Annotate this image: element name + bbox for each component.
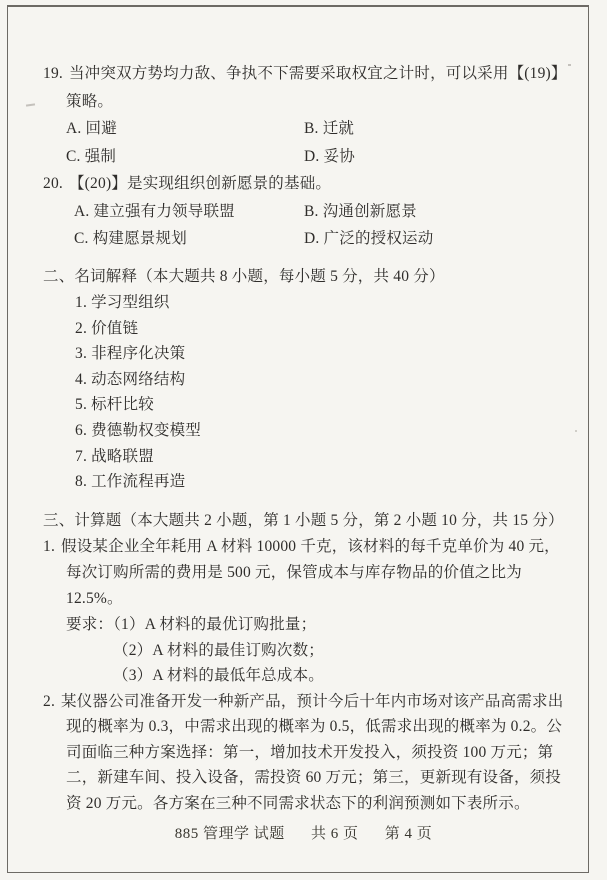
option-20-a: A. 建立强有力领导联盟 xyxy=(74,202,235,220)
option-19-d: D. 妥协 xyxy=(304,147,355,165)
question-19-stem xyxy=(43,60,565,115)
footer-exam-title: 885 管理学 试题 xyxy=(174,826,285,842)
calc-problem-1 xyxy=(43,534,565,689)
option-19-b: B. 迁就 xyxy=(304,120,355,137)
question-20-number: 20. xyxy=(43,175,63,192)
question-19-number: 19. xyxy=(43,65,63,82)
question-20-text: 【(20)】是实现组织创新愿景的基础。 xyxy=(68,175,332,192)
exam-page-content xyxy=(43,60,565,816)
section-two-heading: 二、名词解释（本大题共 8 小题，每小题 5 分，共 40 分） xyxy=(43,267,445,285)
requirement-1 xyxy=(66,612,565,638)
question-20 xyxy=(43,170,565,253)
term-item-3: 3. 非程序化决策 xyxy=(75,345,186,363)
scan-artifact xyxy=(26,103,35,106)
requirement-2: （2）A 材料的最佳订购次数； xyxy=(113,641,324,659)
require-label: 要求： xyxy=(66,616,114,634)
footer-page-number: 第 4 页 xyxy=(384,826,433,842)
calc-problem-2-number: 2. xyxy=(43,693,56,711)
question-19-text: 当冲突双方势均力敌、争执不下需要采取权宜之计时，可以采用【(19)】策略。 xyxy=(66,65,559,110)
calc-problem-1-requirements xyxy=(66,612,565,689)
section-two-term-list xyxy=(75,290,565,495)
term-item-1: 1. 学习型组织 xyxy=(75,294,170,311)
scan-artifact xyxy=(568,64,571,66)
term-item-8: 8. 工作流程再造 xyxy=(75,473,186,491)
scan-artifact xyxy=(575,430,577,432)
term-item-6: 6. 费德勒权变模型 xyxy=(75,421,202,439)
calc-problem-1-text xyxy=(43,534,565,612)
calc-problem-1-body: 假设某企业全年耗用 A 材料 10000 千克，该材料的每千克单价为 40 元，每次订购所需的费用是 500 元，保管成本与库存物品的价值之比为 12.5%。 xyxy=(61,538,560,608)
term-item-5: 5. 标杆比较 xyxy=(75,396,154,414)
requirement-1-text: （1）A 材料的最优订购批量； xyxy=(113,616,317,634)
calc-problem-2 xyxy=(43,689,565,816)
option-19-a: A. 回避 xyxy=(66,120,117,137)
page-footer xyxy=(0,822,607,843)
calc-problem-1-number: 1. xyxy=(43,538,56,556)
section-three-heading: 三、计算题（本大题共 2 小题，第 1 小题 5 分，第 2 小题 10 分，共 15 分） xyxy=(43,511,564,529)
question-19-options xyxy=(66,115,565,170)
calc-problem-2-body: 某仪器公司准备开发一种新产品，预计今后十年内市场对该产品高需求出现的概率为 0.3，中需求出现的概率为 0.5，低需求出现的概率为 0.2。公司面临三种方案选择：第一，增加技术开发投入，须投资 100 万元；第二，新建车间、投入设备，需投资 60 万元；第三，更新现有设备，须投资 20 万元。各方案在三种不同需求状态下的利润预测如下表所示。 xyxy=(61,693,564,812)
term-item-7: 7. 战略联盟 xyxy=(75,447,154,465)
question-19 xyxy=(43,60,565,170)
question-20-options xyxy=(74,198,565,253)
term-item-4: 4. 动态网络结构 xyxy=(75,370,186,388)
footer-total-pages: 共 6 页 xyxy=(310,826,359,842)
option-20-b: B. 沟通创新愿景 xyxy=(304,202,417,220)
option-19-c: C. 强制 xyxy=(66,147,117,165)
calc-problem-2-text xyxy=(43,689,565,816)
option-20-d: D. 广泛的授权运动 xyxy=(304,230,434,247)
term-item-2: 2. 价值链 xyxy=(75,319,139,337)
option-20-c: C. 构建愿景规划 xyxy=(74,230,187,247)
requirement-3: （3）A 材料的最低年总成本。 xyxy=(113,667,324,685)
question-20-stem xyxy=(43,170,565,198)
